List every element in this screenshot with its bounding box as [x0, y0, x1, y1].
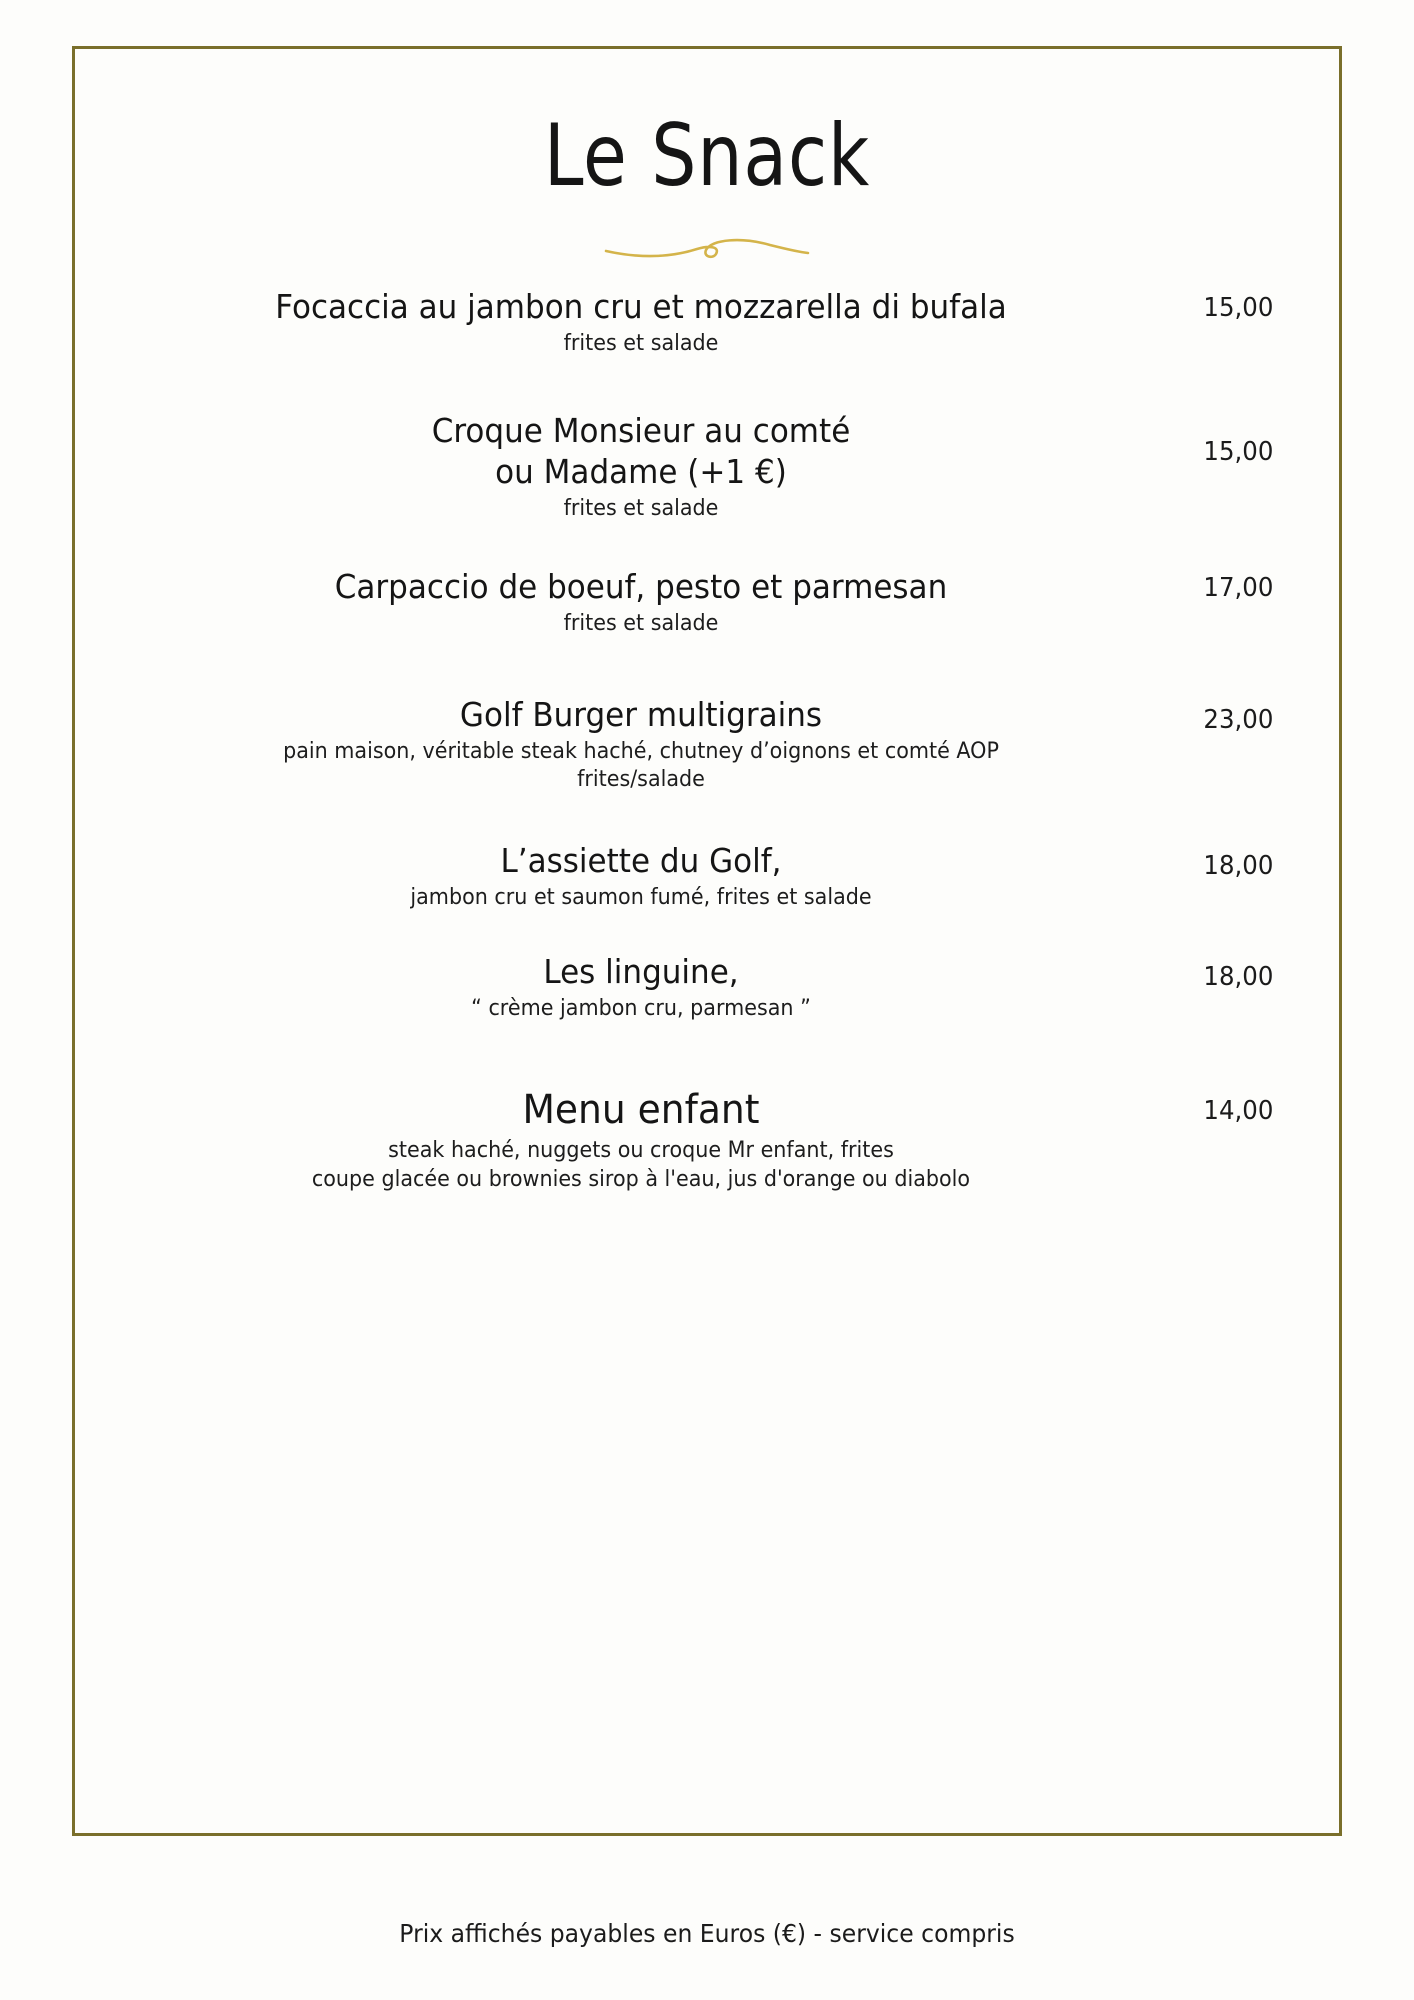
menu-item-description-line1: steak haché, nuggets ou croque Mr enfant, frites: [388, 1138, 894, 1164]
page-title: Le Snack: [543, 106, 871, 206]
menu-item-name: Menu enfant: [522, 1086, 760, 1133]
menu-items-list: [123, 287, 1291, 1194]
menu-item-name: Carpaccio de boeuf, pesto et parmesan: [334, 567, 948, 607]
menu-item: [123, 1086, 1291, 1195]
menu-item-description: frites et salade: [563, 331, 719, 357]
menu-item-body: [201, 952, 1081, 1024]
menu-item-price: 23,00: [1203, 704, 1274, 735]
menu-item-description: “ crème jambon cru, parmesan ”: [471, 996, 811, 1022]
menu-item-description: jambon cru et saumon fumé, frites et salade: [410, 884, 872, 910]
flourish-icon: [602, 231, 812, 267]
menu-item-description: [227, 1137, 1054, 1194]
menu-item: [123, 952, 1291, 1024]
menu-item-description-line2: frites/salade: [577, 767, 705, 793]
menu-item-price: 17,00: [1203, 573, 1274, 604]
menu-item-body: [201, 695, 1081, 795]
menu-item: [123, 567, 1291, 639]
menu-item-name: Golf Burger multigrains: [459, 694, 823, 734]
menu-item-description: [227, 738, 1054, 795]
menu-item-price: 18,00: [1203, 850, 1274, 881]
menu-item-name: Focaccia au jambon cru et mozzarella di bufala: [275, 287, 1007, 327]
ornament-divider: [123, 229, 1291, 269]
menu-item-name: [227, 411, 1054, 493]
menu-item-name-line1: Croque Monsieur au comté: [431, 410, 851, 450]
menu-item-price: 15,00: [1203, 293, 1274, 324]
menu-item-name: Les linguine,: [543, 952, 739, 992]
menu-item: [123, 695, 1291, 795]
currency-note: Prix affichés payables en Euros (€) - service compris: [399, 1919, 1015, 1948]
menu-item-description-line1: pain maison, véritable steak haché, chutney d’oignons et comté AOP: [283, 738, 999, 764]
menu-item-name-line2: ou Madame (+1 €): [495, 451, 787, 491]
menu-item-body: [201, 567, 1081, 639]
menu-item-description-line2: coupe glacée ou brownies sirop à l'eau, jus d'orange ou diabolo: [311, 1166, 971, 1192]
menu-item-description: frites et salade: [563, 495, 719, 521]
menu-item-name: L’assiette du Golf,: [500, 840, 782, 880]
menu-item-body: [201, 287, 1081, 359]
menu-item-price: 18,00: [1203, 962, 1274, 993]
menu-item: [123, 841, 1291, 913]
menu-item-description: frites et salade: [563, 611, 719, 637]
menu-item-price: 15,00: [1203, 436, 1274, 467]
menu-item-body: [201, 411, 1081, 523]
menu-item: [123, 411, 1291, 523]
menu-item-body: [201, 841, 1081, 913]
menu-item-price: 14,00: [1203, 1095, 1274, 1126]
menu-frame: [72, 46, 1342, 1836]
menu-item-body: [201, 1086, 1081, 1195]
menu-item: [123, 287, 1291, 359]
